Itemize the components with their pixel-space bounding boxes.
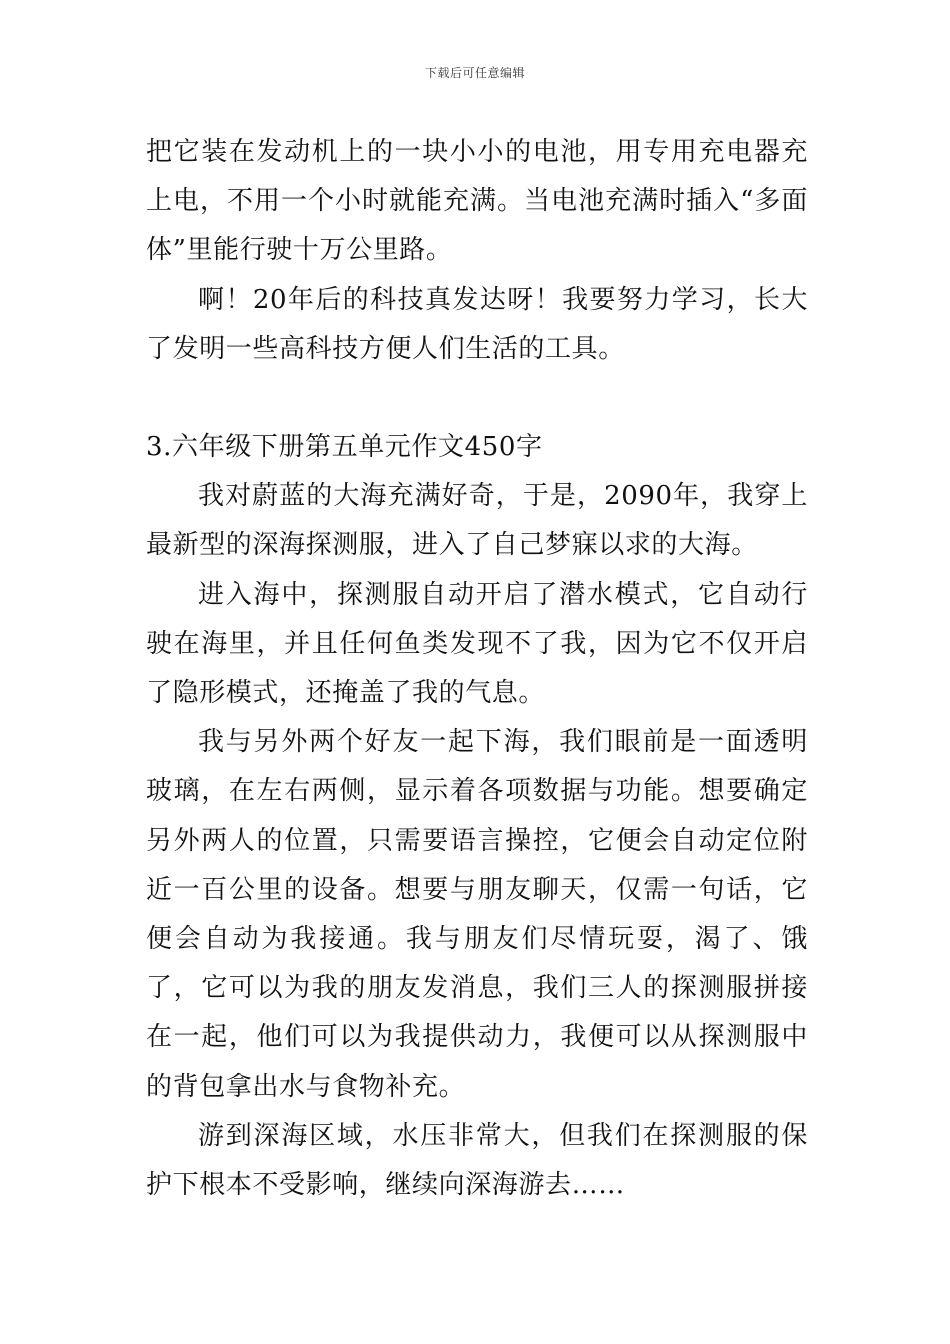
paragraph-1: 啊！20年后的科技真发达呀！我要努力学习，长大了发明一些高科技方便人们生活的工具。 [146,284,808,364]
paragraph-3: 进入海中，探测服自动开启了潜水模式，它自动行驶在海里，并且任何鱼类发现不了我，因为它不仅开启了隐形模式，还掩盖了我的气息。 [146,579,808,709]
paragraph-4: 我与另外两个好友一起下海，我们眼前是一面透明玻璃，在左右两侧，显示着各项数据与功能。想要确定另外两人的位置，只需要语言操控，它便会自动定位附近一百公里的设备。想要与朋友聊天，仅需一句话，它便会自动为我接通。我与朋友们尽情玩耍，渴了、饿了，它可以为我的朋友发消息，我们三人的探测服拼接在一起，他们可以为我提供动力，我便可以从探测服中的背包拿出水与食物补充。 [146,727,808,1102]
paragraph-5: 游到深海区域，水压非常大，但我们在探测服的保护下根本不受影响，继续向深海游去…… [146,1120,808,1201]
section-gap [146,374,808,423]
paragraph-2: 我对蔚蓝的大海充满好奇，于是，2090年，我穿上最新型的深海探测服，进入了自己梦寐以求的大海。 [146,481,808,561]
page-header: 下载后可任意编辑 [424,66,525,80]
section-heading: 3.六年级下册第五单元作文450字 [146,432,543,463]
paragraph-continuation: 把它装在发动机上的一块小小的电池，用专用充电器充上电，不用一个小时就能充满。当电池充满时插入“多面体”里能行驶十万公里路。 [146,137,808,266]
document-body [146,128,808,1210]
